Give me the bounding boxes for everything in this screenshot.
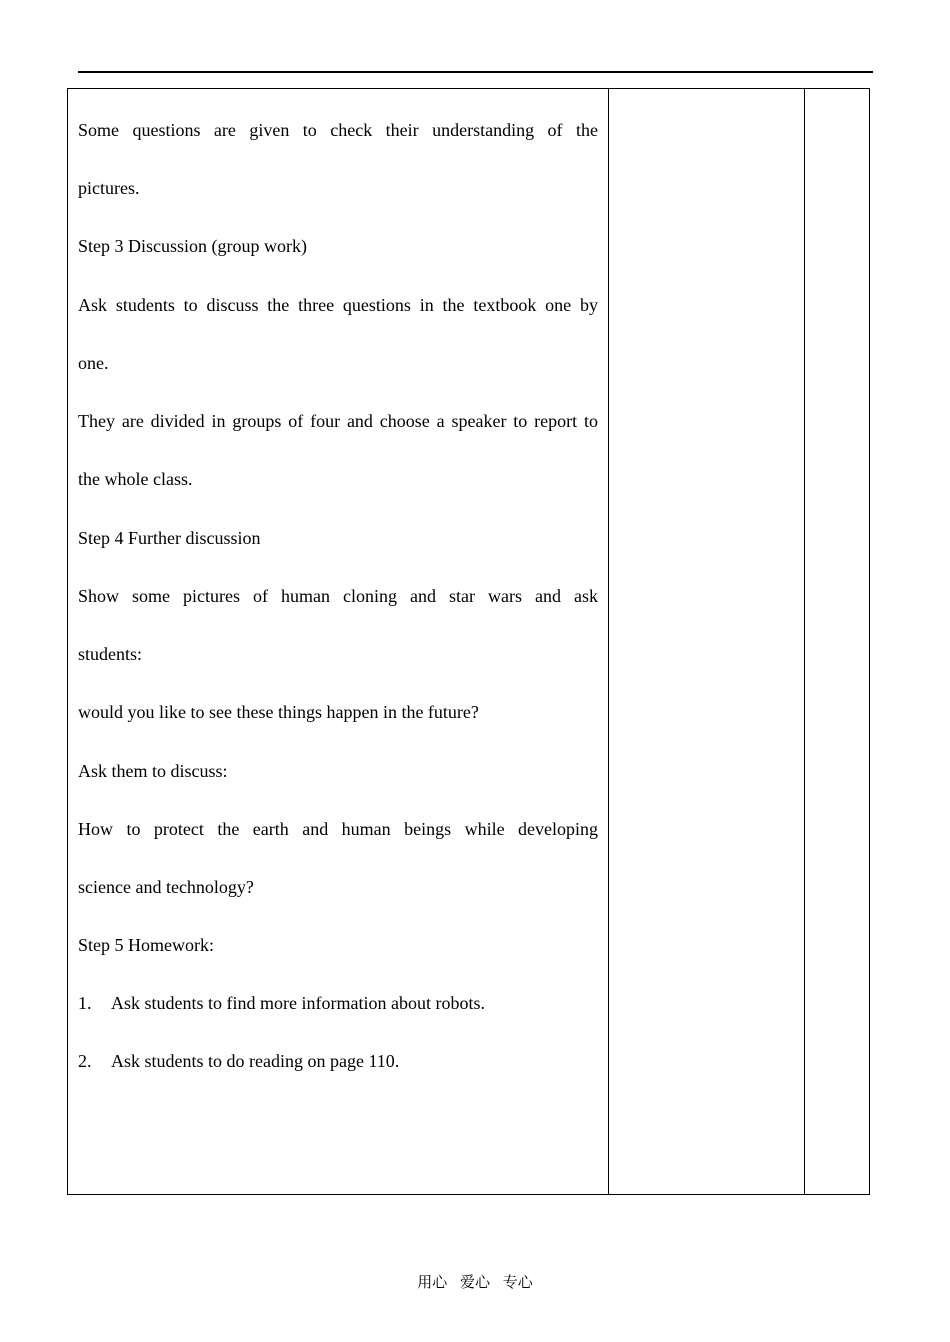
text-line: pictures.: [78, 178, 140, 198]
list-item: [78, 1049, 598, 1073]
text-line: science and technology?: [78, 877, 254, 897]
list-item: [78, 991, 598, 1015]
text-line: Some questions are given to check their understanding of the: [78, 120, 598, 140]
text-line: the whole class.: [78, 469, 193, 489]
column-divider: [804, 89, 805, 1194]
list-number: 1.: [78, 993, 92, 1013]
column-divider: [608, 89, 609, 1194]
text-line: students:: [78, 644, 143, 664]
text-line: Show some pictures of human cloning and star wars and ask: [78, 586, 598, 606]
lesson-table: [67, 88, 870, 1195]
text-line: would you like to see these things happen in the future?: [78, 702, 479, 722]
page-footer: 用心 爱心 专心: [417, 1273, 533, 1291]
step-heading: Step 4 Further discussion: [78, 528, 261, 548]
list-text: Ask students to find more information about robots.: [111, 993, 485, 1013]
header-rule: [78, 71, 873, 73]
text-line: How to protect the earth and human beings while developing: [78, 819, 598, 839]
list-number: 2.: [78, 1051, 92, 1071]
step-heading: Step 5 Homework:: [78, 935, 214, 955]
text-line: Ask them to discuss:: [78, 761, 228, 781]
text-line: one.: [78, 353, 109, 373]
text-line: They are divided in groups of four and choose a speaker to report to: [78, 411, 598, 431]
list-text: Ask students to do reading on page 110.: [111, 1051, 400, 1071]
text-line: Ask students to discuss the three questions in the textbook one by: [78, 295, 598, 315]
step-heading: Step 3 Discussion (group work): [78, 236, 307, 256]
